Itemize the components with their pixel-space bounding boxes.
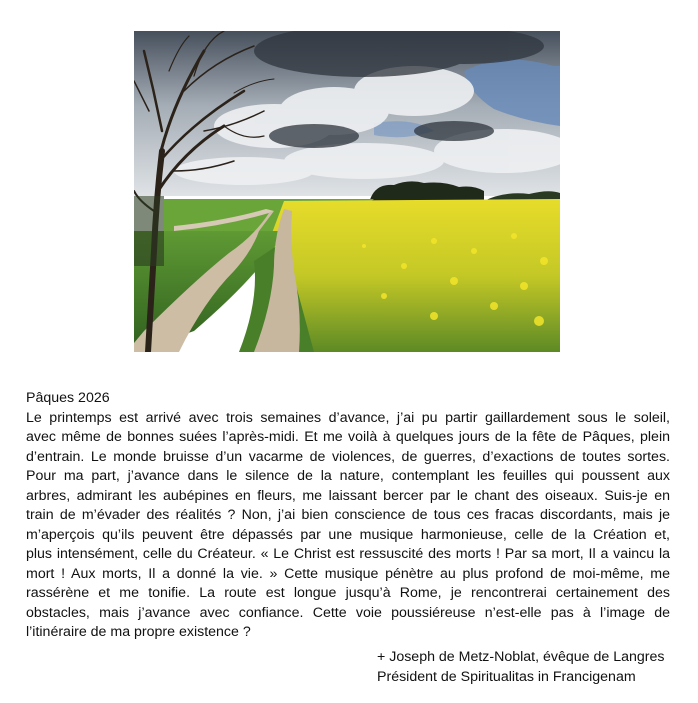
article-line: Le printemps est arrivé avec trois semaines d’avance, j’ai pu partir gaillardement sous le soleil, xyxy=(26,409,670,426)
article-line: obstacles, mais j’avance avec confiance. Cette voie poussiéreuse n’est-elle pas à l’image de xyxy=(26,604,670,621)
tree-shadow-bank xyxy=(134,196,164,266)
article-line: d’entrain. Le monde bruisse d’un vacarme de violences, de guerres, d’exactions de toutes sortes. xyxy=(26,448,670,465)
rapeseed-field xyxy=(269,199,560,352)
landscape-photo xyxy=(134,31,560,352)
article-title: Pâques 2026 xyxy=(26,390,110,406)
signature-block xyxy=(377,647,664,687)
article-line: Pour ma part, j’avance dans le silence de la nature, contemplant les feuilles qui poussent aux xyxy=(26,468,670,484)
article-line: l’itinéraire de ma propre existence ? xyxy=(26,624,251,640)
signature-role: Président de Spiritualitas in Francigenam xyxy=(377,669,636,685)
article-line: rassérène et me tonifie. La route est longue jusqu’à Rome, je rencontrerai certainement des xyxy=(26,585,670,601)
article-line: arbres, admirant les aubépines en fleurs, me laissant bercer par le chant des oiseaux. Suis-je en xyxy=(26,487,670,504)
article-line: m’aperçois qu’ils peuvent être dépassés par une musique harmonieuse, celle de la Création et, xyxy=(26,526,670,543)
article-line: train de m’évader des réalités ? Non, j’ai bien conscience de tous ces fracas discordants, mais je xyxy=(26,507,670,523)
article-line: plus intensément, celle du Créateur. « Le Christ est ressuscité des morts ! Par sa mort, Il a vaincu la xyxy=(26,546,670,562)
article-line: avec même de bonnes suées l’après-midi. Et me voilà à quelques jours de la fête de Pâques, plein xyxy=(26,429,670,445)
article-text xyxy=(26,389,670,643)
signature-author: + Joseph de Metz-Noblat, évêque de Langres xyxy=(377,649,665,665)
article-line: mort ! Aux morts, Il a donné la vie. » Cette musique pénètre au plus profond de moi-même, me xyxy=(26,565,670,582)
